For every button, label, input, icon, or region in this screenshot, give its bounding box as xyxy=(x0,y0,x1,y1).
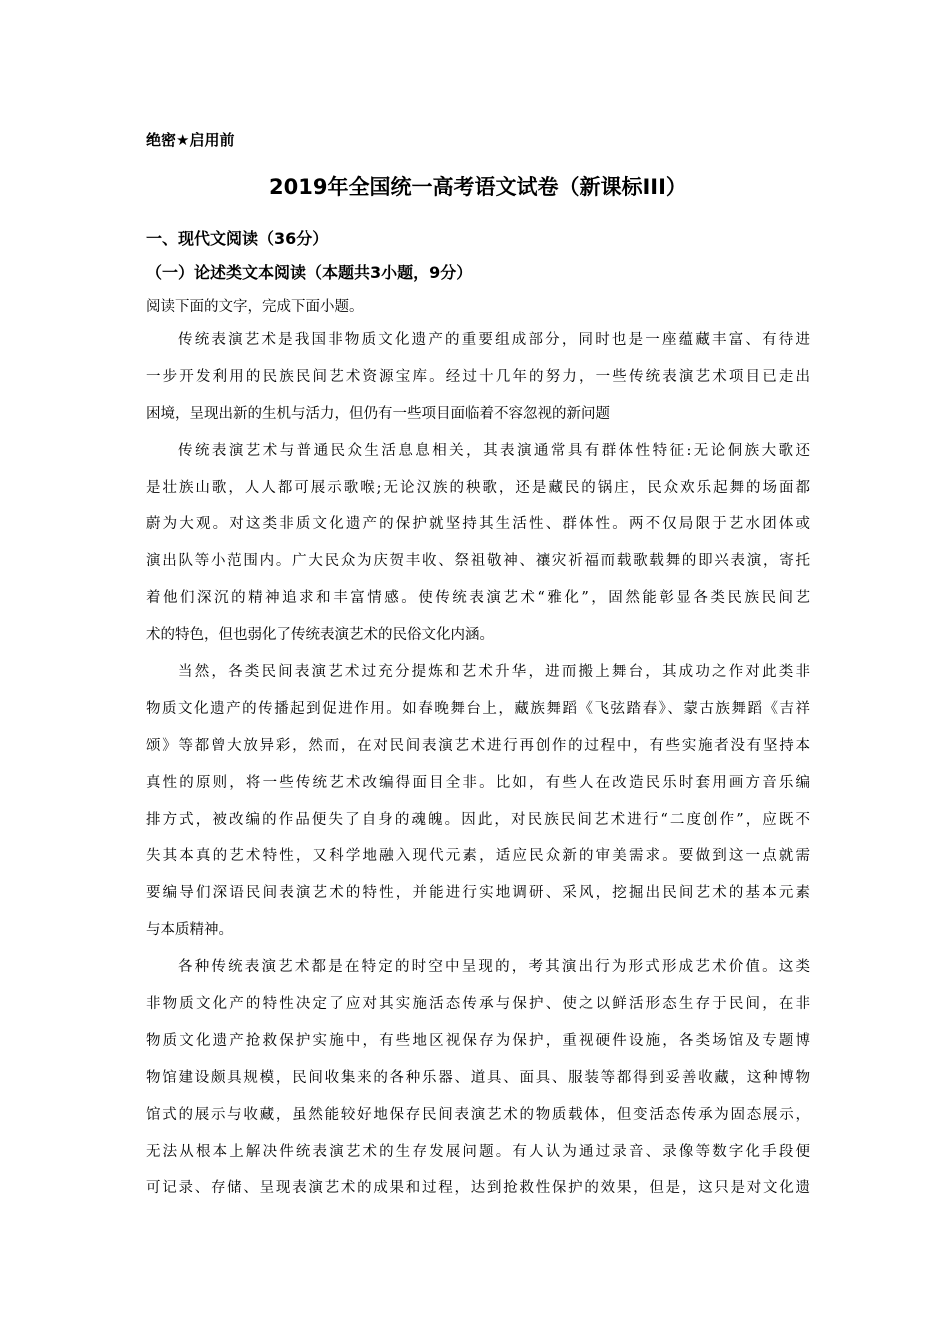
confidential-label: 绝密★启用前 xyxy=(146,131,235,149)
passage-paragraph-4 xyxy=(146,956,810,1214)
passage-line: 失其本真的艺术特性，又科学地融入现代元素，适应民众新的审美需求。要做到这一点就需 xyxy=(146,848,810,865)
passage-paragraph-2 xyxy=(146,440,810,661)
reading-instruction: 阅读下面的文字，完成下面小题。 xyxy=(146,299,364,315)
subsection-heading: （一）论述类文本阅读（本题共3小题，9分） xyxy=(146,263,473,282)
passage-line: 物质文化遗产抢救保护实施中，有些地区视保存为保护，重视硬件设施，各类场馆及专题博 xyxy=(146,1032,810,1049)
passage-paragraph-1 xyxy=(146,329,810,440)
passage-line: 传统表演艺术是我国非物质文化遗产的重要组成部分，同时也是一座蕴藏丰富、有待进 xyxy=(178,332,810,348)
passage-line: 各种传统表演艺术都是在特定的时空中呈现的，考其演出行为形式形成艺术价值。这类 xyxy=(178,959,810,976)
passage-line: 当然，各类民间表演艺术过充分提炼和艺术升华，进而搬上舞台，其成功之作对此类非 xyxy=(178,664,810,681)
passage-line: 演出队等小范围内。广大民众为庆贺丰收、祭祖敬神、禳灾祈福而载歌载舞的即兴表演，寄托 xyxy=(146,553,810,570)
section-heading: 一、现代文阅读（36分） xyxy=(146,229,329,248)
passage-line: 术的特色，但也弱化了传统表演艺术的民俗文化内涵。 xyxy=(146,627,494,644)
passage-line: 蔚为大观。对这类非质文化遗产的保护就坚持其生活性、群体性。两不仅局限于艺水团体或 xyxy=(146,516,810,533)
passage-line: 非物质文化产的特性决定了应对其实施活态传承与保护、使之以鲜活形态生存于民间，在非 xyxy=(146,996,810,1013)
exam-title: 2019年全国统一高考语文试卷（新课标III） xyxy=(269,175,687,199)
reading-passage xyxy=(146,329,810,1214)
passage-line: 无法从根本上解决件统表演艺术的生存发展问题。有人认为通过录音、录像等数字化手段便 xyxy=(146,1143,810,1160)
passage-line: 馆式的展示与收藏，虽然能较好地保存民间表演艺术的物质载体，但变活态传承为固态展示， xyxy=(146,1106,810,1123)
passage-line: 可记录、存储、呈现表演艺术的成果和过程，达到抢救性保护的效果，但是，这只是对文化遗 xyxy=(146,1180,810,1197)
passage-line: 颂》等都曾大放异彩，然而，在对民间表演艺术进行再创作的过程中，有些实施者没有坚持本 xyxy=(146,737,810,754)
passage-line: 物馆建设颇具规模，民间收集来的各种乐器、道具、面具、服装等都得到妥善收藏，这种博物 xyxy=(146,1069,810,1086)
passage-line: 与本质精神。 xyxy=(146,922,233,939)
passage-line: 要编导们深语民间表演艺术的特性，并能进行实地调研、采风，挖掘出民间艺术的基本元素 xyxy=(146,885,810,902)
passage-line: 一步开发利用的民族民间艺术资源宝库。经过十几年的努力，一些传统表演艺术项目已走出 xyxy=(146,368,810,385)
passage-line: 困境，呈现出新的生机与活力，但仍有一些项目面临着不容忽视的新问题 xyxy=(146,405,610,422)
passage-line: 排方式，被改编的作品便失了自身的魂魄。因此，对民族民间艺术进行“二度创作”，应既不 xyxy=(146,811,810,828)
passage-paragraph-3 xyxy=(146,661,810,956)
passage-line: 着他们深沉的精神追求和丰富情感。使传统表演艺术“雅化”，固然能彰显各类民族民间艺 xyxy=(146,590,810,607)
passage-line: 物质文化遗产的传播起到促进作用。如春晚舞台上，藏族舞蹈《飞弦踏春》、蒙古族舞蹈《吉祥 xyxy=(146,700,810,717)
passage-line: 传统表演艺术与普通民众生活息息相关，其表演通常具有群体性特征:无论侗族大歌还 xyxy=(178,442,810,459)
passage-line: 真性的原则，将一些传统艺术改编得面目全非。比如，有些人在改造民乐时套用画方音乐编 xyxy=(146,774,810,791)
passage-line: 是壮族山歌，人人都可展示歌喉;无论汉族的秧歌，还是藏民的锅庄，民众欢乐起舞的场面都 xyxy=(146,479,810,496)
